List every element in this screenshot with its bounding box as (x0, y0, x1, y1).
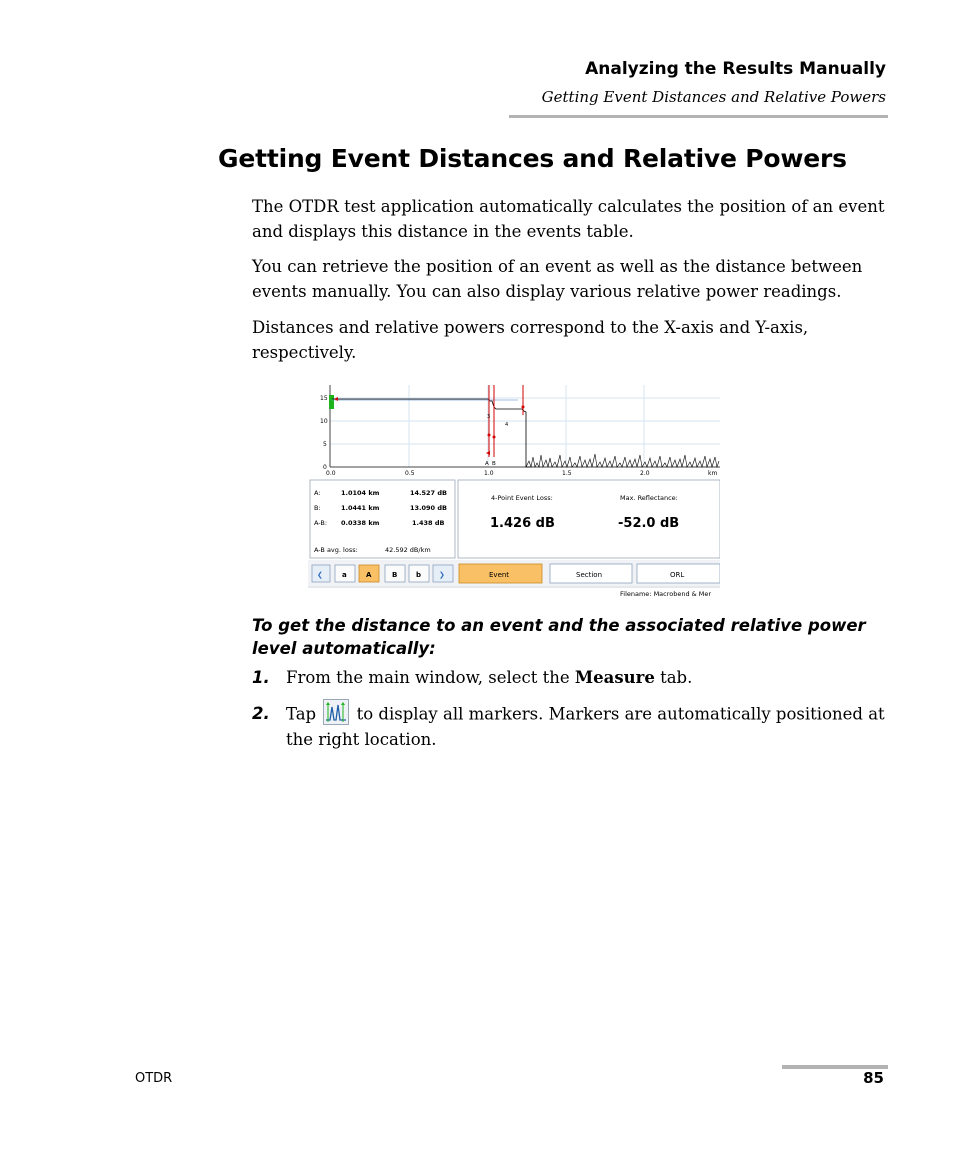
event-number-3: 3 (487, 414, 491, 420)
svg-text:a: a (342, 571, 347, 579)
svg-text:b: b (416, 571, 422, 579)
otdr-screenshot (308, 385, 720, 600)
prev-marker-button[interactable] (312, 565, 330, 582)
next-label: ❯ (439, 571, 445, 579)
running-header-subtitle: Getting Event Distances and Relative Powers (541, 88, 886, 106)
reading-a-val: 14.527 dB (410, 489, 447, 497)
svg-text:ORL: ORL (670, 571, 685, 579)
reading-b-val: 13.090 dB (410, 504, 447, 512)
section-tab-button[interactable] (550, 564, 632, 583)
x-tick-1-5: 1.5 (562, 470, 572, 477)
paragraph-1: The OTDR test application automatically calculates the position of an event and displays this distance in the events table. (252, 197, 885, 241)
y-tick-10: 10 (320, 418, 328, 425)
marker-A-button[interactable] (359, 565, 379, 582)
procedure-title: To get the distance to an event and the associated relative power level automatically: (252, 616, 866, 658)
step-2-number: 2. (252, 704, 270, 723)
reading-a-dist: 1.0104 km (341, 489, 380, 497)
y-tick-15: 15 (320, 395, 328, 402)
header-rule (509, 115, 888, 118)
reflectance-label: Max. Reflectance: (620, 494, 678, 502)
event-loss-label: 4-Point Event Loss: (491, 494, 553, 502)
marker-a-button[interactable] (335, 565, 355, 582)
event-tab-button[interactable] (459, 564, 542, 583)
filename-label: Filename: Macrobend & Mer (620, 590, 712, 598)
svg-text:Event: Event (489, 571, 510, 579)
paragraph-2: You can retrieve the position of an event as well as the distance between events manually. You can also display various relative power readings. (252, 257, 863, 301)
reading-ab-val: 1.438 dB (412, 519, 445, 527)
svg-text:B: B (392, 571, 398, 579)
footer-product: OTDR (135, 1071, 173, 1086)
marker-b-button[interactable] (409, 565, 429, 582)
reflectance-value: -52.0 dB (618, 516, 680, 531)
y-tick-5: 5 (323, 441, 327, 448)
marker-label-B: B (492, 461, 496, 467)
launch-marker (329, 395, 334, 409)
reading-ab-label: A-B: (314, 519, 328, 527)
auto-markers-icon (323, 699, 349, 725)
reading-avg-label: A-B avg. loss: (314, 546, 358, 554)
x-tick-0-5: 0.5 (405, 470, 415, 477)
section-heading: Getting Event Distances and Relative Powers (218, 144, 847, 173)
svg-text:A: A (366, 571, 372, 579)
page-number: 85 (863, 1069, 884, 1087)
x-unit: km (708, 470, 718, 477)
reading-avg-val: 42.592 dB/km (385, 546, 431, 554)
paragraph-3: Distances and relative powers correspond to the X-axis and Y-axis, respectively. (252, 318, 809, 362)
y-tick-0: 0 (323, 464, 327, 471)
reading-b-label: B: (314, 504, 321, 512)
measure-tab-reference: Measure (574, 668, 655, 687)
x-tick-2-0: 2.0 (640, 470, 650, 477)
reading-a-label: A: (314, 489, 321, 497)
marker-B-button[interactable] (385, 565, 405, 582)
step-1-number: 1. (252, 668, 270, 687)
reading-ab-dist: 0.0338 km (341, 519, 380, 527)
marker-label-A: A (485, 461, 489, 467)
running-header-title: Analyzing the Results Manually (585, 59, 886, 79)
prev-label: ❮ (317, 571, 323, 579)
orl-tab-button[interactable] (637, 564, 720, 583)
x-tick-1-0: 1.0 (484, 470, 494, 477)
reading-b-dist: 1.0441 km (341, 504, 380, 512)
next-marker-button[interactable] (433, 565, 453, 582)
x-tick-0: 0.0 (326, 470, 336, 477)
event-number-4: 4 (505, 422, 509, 428)
svg-text:Section: Section (576, 571, 603, 579)
event-loss-value: 1.426 dB (490, 516, 555, 531)
